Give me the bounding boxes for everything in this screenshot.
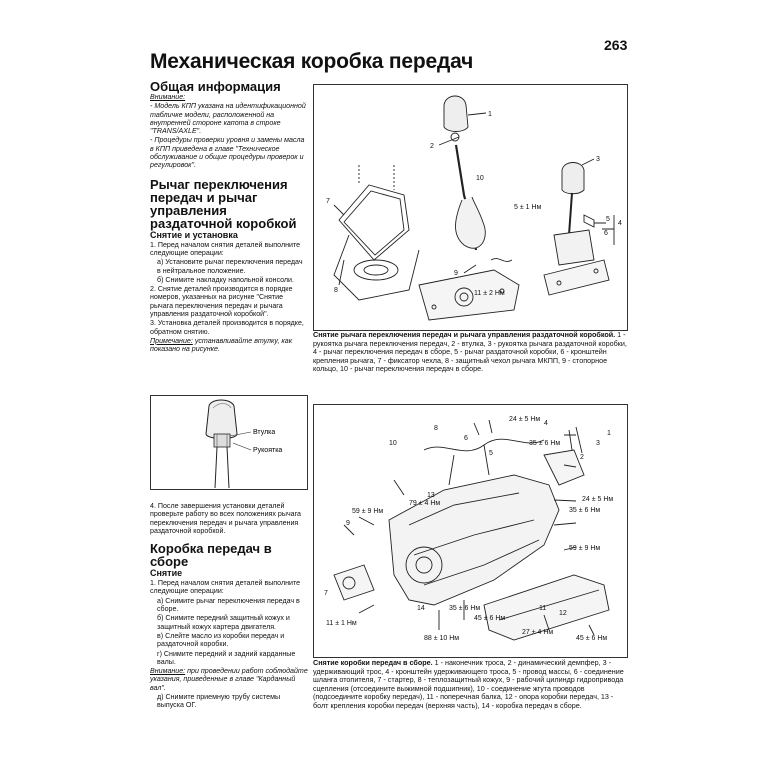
bushing-drawing bbox=[151, 396, 307, 489]
gearbox-removal-figure bbox=[313, 404, 628, 658]
lever-step-1: 1. Перед началом снятия деталей выполните следующие операции: bbox=[150, 240, 301, 257]
callout-7: 7 bbox=[326, 198, 330, 205]
callout-9: 9 bbox=[346, 520, 350, 527]
gearbox-figure-caption bbox=[313, 659, 628, 711]
gearbox-caption-title: Снятие коробки передач в сборе. bbox=[313, 658, 433, 667]
gearbox-step-1c: в) Слейте масло из коробки передач и раздаточной коробки. bbox=[157, 631, 285, 649]
torque-label: 5 ± 1 Нм bbox=[514, 204, 542, 211]
callout-6: 6 bbox=[464, 435, 468, 442]
lever-heading: Рычаг переключения передач и рычаг управления раздаточной коробкой bbox=[150, 176, 297, 231]
gearbox-subheading: Снятие bbox=[150, 568, 183, 579]
callout-3: 3 bbox=[596, 440, 600, 447]
torque-label: 59 ± 9 Нм bbox=[569, 545, 601, 552]
callout-10: 10 bbox=[389, 440, 397, 447]
lever-caption-text: 1 - рукоятка рычага переключения передач, 2 - втулка, 3 - рукоятка рычага раздаточной коробки, 4 - рычаг переключения передач в сборе, 5 - рычаг раздаточной коробки, 6 - кронштейн крепления рычага, 7 - фиксатор чехла, 8 - защитный чехол рычага МКПП, 9 - стопорное кольцо, 10 - рычаг переключения передач в сборе. bbox=[313, 330, 627, 374]
lever-removal-drawing bbox=[314, 85, 627, 330]
torque-label: 88 ± 10 Нм bbox=[424, 635, 460, 642]
callout-13: 13 bbox=[427, 492, 435, 499]
torque-label: 59 ± 9 Нм bbox=[352, 508, 384, 515]
lever-subheading: Снятие и установка bbox=[150, 229, 238, 240]
torque-label: 11 ± 2 Нм bbox=[474, 290, 505, 297]
handle-label: Рукоятка bbox=[253, 447, 283, 454]
callout-5: 5 bbox=[606, 216, 610, 223]
general-heading: Общая информация bbox=[150, 79, 281, 94]
left-column-bottom bbox=[150, 502, 308, 711]
bushing-figure bbox=[150, 395, 308, 490]
callout-7: 7 bbox=[324, 590, 328, 597]
callout-4: 4 bbox=[618, 220, 622, 227]
callout-8: 8 bbox=[434, 425, 438, 432]
torque-label: 45 ± 6 Нм bbox=[474, 615, 506, 622]
gearbox-step-1a: а) Снимите рычаг переключения передач в сборе. bbox=[157, 596, 300, 614]
callout-1: 1 bbox=[488, 111, 492, 118]
gearbox-heading: Коробка передач в сборе bbox=[150, 541, 272, 570]
lever-step-3: 3. Установка деталей производится в порядке, обратном снятию. bbox=[150, 319, 304, 336]
gearbox-note-text: при проведении работ соблюдайте указания, приведенные в главе "Карданный вал". bbox=[150, 667, 308, 692]
general-note-2: - Процедуры проверки уровня и замены масла в КПП приведена в главе "Техническое обслуживание и общие процедуры проверок и регулировок". bbox=[150, 136, 305, 170]
gearbox-note-label: Внимание: bbox=[150, 667, 186, 676]
lever-step-1a: а) Установите рычаг переключения передач в нейтральное положение. bbox=[157, 258, 303, 275]
callout-3: 3 bbox=[596, 156, 600, 163]
gearbox-caption-text: 1 - наконечник троса, 2 - динамический демпфер, 3 - удерживающий трос, 4 - кронштейн удерживающего троса, 5 - провод массы, 6 - соединение шланга отопителя, 7 - стартер, 8 - теплозащитный кожух, 9 - рабочий цилиндр гидропривода сцепления (отсоедините выжимной подшипник), 10 - соединение жгута проводов (подсоедините коробку передач), 11 - поперечная балка, 12 - опора коробки передач, 13 - болт крепления коробки передач (верхняя часть), 14 - коробка передач в сборе. bbox=[313, 658, 624, 710]
callout-2: 2 bbox=[430, 143, 434, 150]
callout-5: 5 bbox=[489, 450, 493, 457]
torque-label: 27 ± 4 Нм bbox=[522, 629, 554, 636]
gearbox-step-1: 1. Перед началом снятия деталей выполните следующие операции: bbox=[150, 579, 301, 596]
torque-label: 35 ± 6 Нм bbox=[529, 440, 561, 447]
gearbox-step-1b: б) Снимите передний защитный кожух и защитный кожух картера двигателя. bbox=[157, 614, 290, 631]
callout-6: 6 bbox=[604, 230, 608, 237]
gearbox-step-1d: г) Снимите передний и задний карданные валы. bbox=[157, 649, 296, 666]
callout-10: 10 bbox=[476, 175, 484, 182]
torque-label: 79 ± 4 Нм bbox=[409, 500, 441, 507]
torque-label: 11 ± 1 Нм bbox=[326, 620, 357, 627]
lever-removal-figure bbox=[313, 84, 628, 331]
page-number: 263 bbox=[604, 37, 628, 53]
gearbox-step-1e: д) Снимите приемную трубу системы выпуска ОГ. bbox=[157, 693, 281, 710]
lever-figure-caption bbox=[313, 331, 628, 374]
callout-14: 14 bbox=[417, 605, 425, 612]
general-note-label: Внимание: bbox=[150, 93, 186, 101]
callout-8: 8 bbox=[334, 287, 338, 294]
callout-2: 2 bbox=[580, 454, 584, 461]
lever-note-label: Примечание: bbox=[150, 336, 193, 345]
lever-note-text: устанавливайте втулку, как показано на рисунке. bbox=[150, 336, 293, 354]
callout-11: 11 bbox=[539, 605, 547, 612]
callout-12: 12 bbox=[559, 610, 567, 617]
lever-caption-title: Снятие рычага переключения передач и рычага управления раздаточной коробкой. bbox=[313, 330, 616, 339]
left-column-top bbox=[150, 80, 308, 355]
torque-label: 35 ± 6 Нм bbox=[449, 605, 481, 612]
callout-4: 4 bbox=[544, 420, 548, 427]
page-title: Механическая коробка передач bbox=[150, 50, 474, 73]
bushing-label: Втулка bbox=[253, 429, 276, 436]
callout-9: 9 bbox=[454, 270, 458, 277]
lever-step-2: 2. Снятие деталей производится в порядке номеров, указанных на рисунке "Снятие рычага переключения передач и рычага управления раздаточной коробкой". bbox=[150, 285, 293, 319]
gearbox-removal-drawing bbox=[314, 405, 627, 657]
lever-step-4: 4. После завершения установки деталей проверьте работу во всех положениях рычага переключения передач и рычага управления раздаточной коробкой. bbox=[150, 502, 301, 535]
torque-label: 24 ± 5 Нм bbox=[509, 416, 541, 423]
callout-1: 1 bbox=[607, 430, 611, 437]
torque-label: 24 ± 5 Нм bbox=[582, 496, 614, 503]
torque-label: 35 ± 6 Нм bbox=[569, 507, 601, 514]
general-note-1: - Модель КПП указана на идентификационной табличке модели, расположенной на внутренней стороне капота в строке "TRANS/AXLE". bbox=[150, 102, 306, 136]
lever-step-1b: б) Снимите накладку напольной консоли. bbox=[157, 275, 294, 284]
torque-label: 45 ± 6 Нм bbox=[576, 635, 608, 642]
